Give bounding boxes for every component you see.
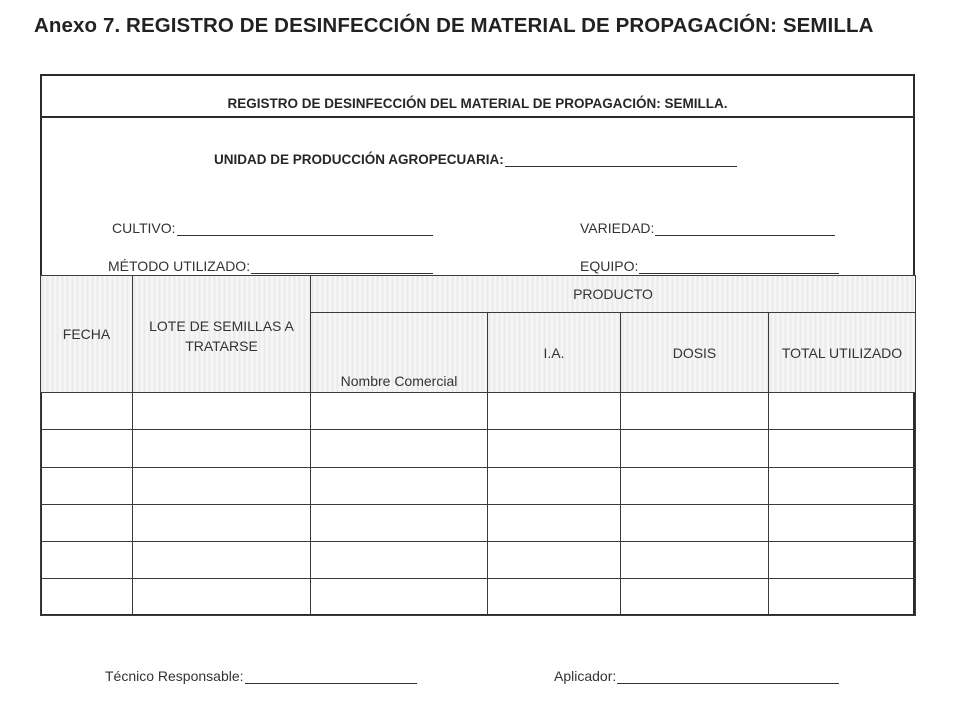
- cell-lote[interactable]: [133, 393, 311, 430]
- header-nombre-comercial: Nombre Comercial: [311, 313, 488, 393]
- metodo-label: MÉTODO UTILIZADO:: [108, 258, 251, 274]
- cell-lote[interactable]: [133, 467, 311, 504]
- unidad-label: UNIDAD DE PRODUCCIÓN AGROPECUARIA:: [214, 152, 504, 167]
- header-lote: LOTE DE SEMILLAS A TRATARSE: [133, 276, 311, 393]
- divider-top: [40, 116, 915, 118]
- cell-fecha[interactable]: [41, 430, 133, 467]
- header-fecha: FECHA: [41, 276, 133, 393]
- cell-ia[interactable]: [488, 430, 621, 467]
- table-row: [41, 467, 916, 504]
- header-producto: PRODUCTO: [311, 276, 916, 313]
- aplicador-label: Aplicador:: [554, 668, 617, 684]
- table-row: [41, 504, 916, 541]
- cell-dosis[interactable]: [621, 578, 769, 615]
- cultivo-input-line[interactable]: [177, 223, 433, 236]
- aplicador-signature-field[interactable]: [554, 668, 839, 684]
- cell-nombre-comercial[interactable]: [311, 578, 488, 615]
- cell-fecha[interactable]: [41, 467, 133, 504]
- unidad-input-line[interactable]: [505, 154, 737, 167]
- cell-total-utilizado[interactable]: [769, 541, 916, 578]
- cell-total-utilizado[interactable]: [769, 578, 916, 615]
- cell-ia[interactable]: [488, 467, 621, 504]
- cell-ia[interactable]: [488, 578, 621, 615]
- table-row: [41, 430, 916, 467]
- metodo-input-line[interactable]: [251, 261, 433, 274]
- metodo-field[interactable]: [108, 258, 433, 274]
- header-total-utilizado: TOTAL UTILIZADO: [769, 313, 916, 393]
- header-ia: I.A.: [488, 313, 621, 393]
- cell-ia[interactable]: [488, 541, 621, 578]
- cell-nombre-comercial[interactable]: [311, 467, 488, 504]
- table-row: [41, 578, 916, 615]
- equipo-label: EQUIPO:: [580, 258, 639, 274]
- cell-fecha[interactable]: [41, 578, 133, 615]
- form-title: REGISTRO DE DESINFECCIÓN DEL MATERIAL DE PROPAGACIÓN: SEMILLA.: [227, 96, 728, 111]
- cell-lote[interactable]: [133, 578, 311, 615]
- cell-dosis[interactable]: [621, 393, 769, 430]
- cell-total-utilizado[interactable]: [769, 393, 916, 430]
- cell-fecha[interactable]: [41, 393, 133, 430]
- cultivo-label: CULTIVO:: [112, 220, 176, 236]
- cell-lote[interactable]: [133, 541, 311, 578]
- cell-dosis[interactable]: [621, 467, 769, 504]
- equipo-input-line[interactable]: [639, 261, 839, 274]
- table-row: [41, 393, 916, 430]
- cell-fecha[interactable]: [41, 504, 133, 541]
- variedad-field[interactable]: [580, 220, 835, 236]
- cell-lote[interactable]: [133, 430, 311, 467]
- variedad-input-line[interactable]: [655, 223, 835, 236]
- unidad-field[interactable]: [214, 152, 737, 167]
- cell-total-utilizado[interactable]: [769, 504, 916, 541]
- cultivo-field[interactable]: [112, 220, 433, 236]
- cell-total-utilizado[interactable]: [769, 430, 916, 467]
- tecnico-signature-line[interactable]: [245, 671, 417, 684]
- variedad-label: VARIEDAD:: [580, 220, 655, 236]
- cell-dosis[interactable]: [621, 541, 769, 578]
- cell-dosis[interactable]: [621, 504, 769, 541]
- table-body: [41, 393, 916, 616]
- disinfection-table: [40, 275, 916, 616]
- document-title: Anexo 7. REGISTRO DE DESINFECCIÓN DE MATERIAL DE PROPAGACIÓN: SEMILLA: [34, 14, 874, 37]
- cell-ia[interactable]: [488, 393, 621, 430]
- tecnico-signature-field[interactable]: [105, 668, 417, 684]
- tecnico-label: Técnico Responsable:: [105, 668, 244, 684]
- cell-total-utilizado[interactable]: [769, 467, 916, 504]
- cell-nombre-comercial[interactable]: [311, 541, 488, 578]
- cell-ia[interactable]: [488, 504, 621, 541]
- cell-fecha[interactable]: [41, 541, 133, 578]
- aplicador-signature-line[interactable]: [617, 671, 839, 684]
- cell-dosis[interactable]: [621, 430, 769, 467]
- cell-nombre-comercial[interactable]: [311, 504, 488, 541]
- cell-nombre-comercial[interactable]: [311, 393, 488, 430]
- header-dosis: DOSIS: [621, 313, 769, 393]
- cell-nombre-comercial[interactable]: [311, 430, 488, 467]
- table-row: [41, 541, 916, 578]
- equipo-field[interactable]: [580, 258, 839, 274]
- cell-lote[interactable]: [133, 504, 311, 541]
